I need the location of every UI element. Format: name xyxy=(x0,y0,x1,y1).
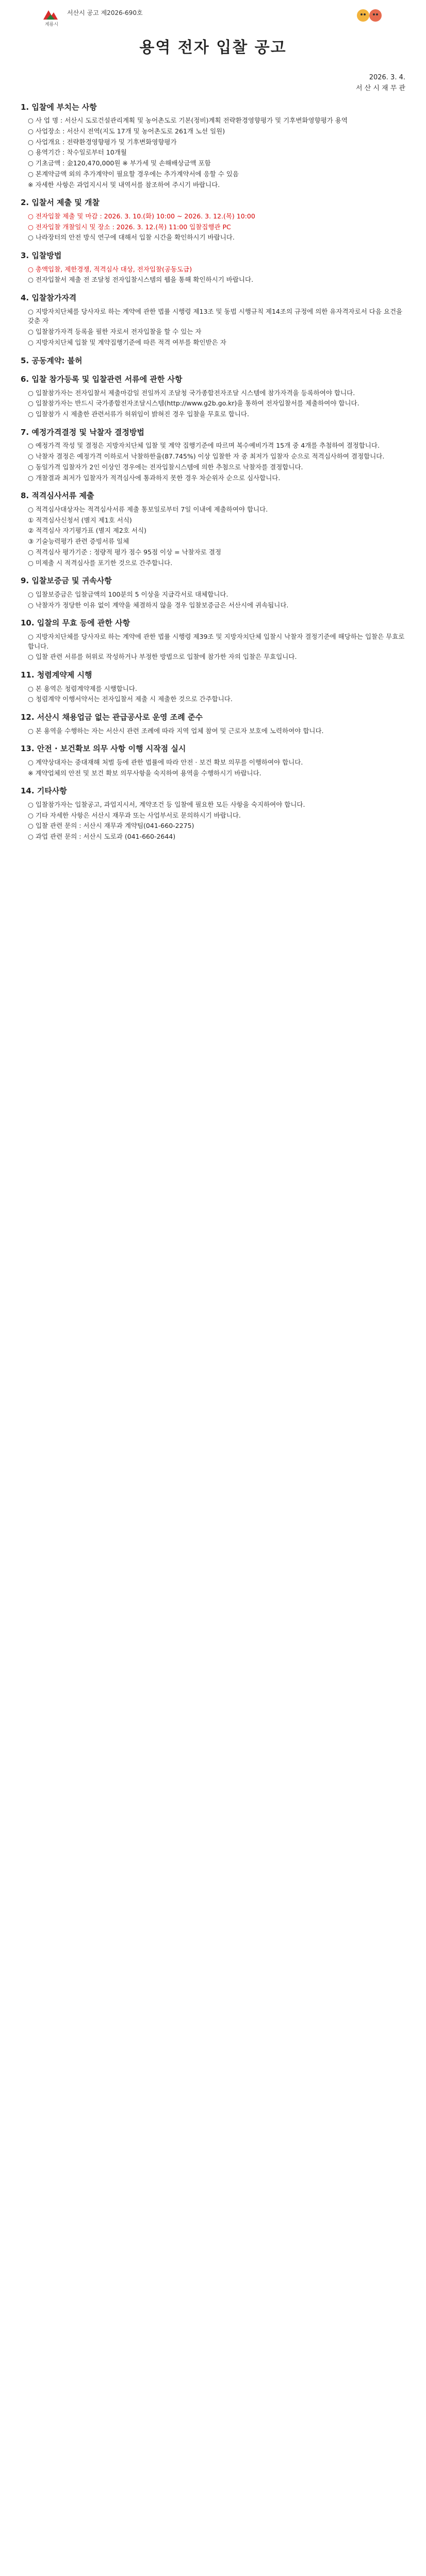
section-item: ○ 사 업 명 : 서산시 도로건설관리계획 및 농어촌도로 기본(정비)계획 전략환경영향평가 및 기후변화영향평가 용역 xyxy=(28,116,348,125)
section-item: ○ 전자입찰 개찰일시 및 장소 : 2026. 3. 12.(목) 11:00 입찰집행관 PC xyxy=(28,223,231,231)
section-items xyxy=(21,632,405,662)
section-title: 6. 입찰 참가등록 및 입찰관련 서류에 관한 사항 xyxy=(21,375,183,384)
section-item: ○ 사업개요 : 전략환경영향평가 및 기후변화영향평가 xyxy=(28,138,177,146)
notice-section xyxy=(21,490,405,568)
section-item: ○ 사업장소 : 서산시 전역(지도 17개 및 농어촌도로 261개 노선 일원) xyxy=(28,127,225,135)
section-title: 3. 입찰방법 xyxy=(21,251,62,261)
notice-section xyxy=(21,427,405,483)
section-title: 11. 청렴계약제 시행 xyxy=(21,670,92,680)
section-item: ② 적격심사 자기평가표 (별지 제2호 서식) xyxy=(28,527,146,535)
section-item: ○ 기타 자세한 사항은 서산시 재무과 또는 사업부서로 문의하시기 바랍니다. xyxy=(28,811,241,819)
section-items xyxy=(21,212,405,243)
notice-section xyxy=(21,355,405,367)
section-item: ○ 미제출 시 적격심사를 포기한 것으로 간주합니다. xyxy=(28,558,173,567)
page-title: 용역 전자 입찰 공고 xyxy=(139,39,287,57)
section-item: ○ 전자입찰서 제출 전 조달청 전자입찰시스템의 웹을 통해 확인하시기 바랍니다. xyxy=(28,276,254,284)
section-items xyxy=(21,307,405,348)
notice-section xyxy=(21,197,405,243)
section-item: ○ 적격심사대상자는 적격심사서류 제출 통보일로부터 7일 이내에 제출하여야 합니다. xyxy=(28,505,268,513)
city-logo-icon xyxy=(41,7,60,23)
section-title: 5. 공동계약: 불허 xyxy=(21,355,83,365)
section-items xyxy=(21,388,405,419)
section-item: ○ 지방자치단체를 당사자로 하는 계약에 관한 법률 시행령 제39조 및 지방자치단체 입찰시 낙찰자 결정기준에 해당하는 입찰은 무효로 합니다. xyxy=(28,632,405,650)
section-item: ○ 청렴계약 이행서약서는 전자입찰서 제출 시 제출한 것으로 간주합니다. xyxy=(28,695,233,703)
notice-section xyxy=(21,374,405,419)
section-item: ○ 입찰참가자는 입찰공고, 과업지시서, 계약조건 등 입찰에 필요한 모든 사항을 숙지하여야 합니다. xyxy=(28,800,305,808)
notice-section xyxy=(21,711,405,736)
logo-name: 계룡시 xyxy=(44,22,59,27)
section-items xyxy=(21,726,405,736)
section-item: ○ 입찰참가 시 제출한 관련서류가 허위임이 밝혀진 경우 입찰을 무효로 합니다. xyxy=(28,410,249,418)
section-item: ○ 낙찰자 결정은 예정가격 이하로서 낙찰하한율(87.745%) 이상 입찰한 자 중 최저가 입찰자 순으로 적격심사하여 결정합니다. xyxy=(28,452,385,461)
section-title: 8. 적격심사서류 제출 xyxy=(21,491,94,501)
section-item: ○ 본계약금액 외의 추가계약이 필요할 경우에는 추가계약서에 응할 수 있음 xyxy=(28,170,239,178)
notice-page xyxy=(0,0,426,858)
section-item: ○ 동일가격 입찰자가 2인 이상인 경우에는 전자입찰시스템에 의한 추첨으로 낙찰자를 결정합니다. xyxy=(28,463,303,471)
notice-section xyxy=(21,617,405,662)
section-title: 1. 입찰에 부치는 사항 xyxy=(21,102,97,112)
notice-section xyxy=(21,669,405,704)
notice-section xyxy=(21,575,405,610)
section-items xyxy=(21,684,405,705)
section-item: ○ 나라장터의 안전 방식 연구에 대해서 입찰 시간을 확인하시기 바랍니다. xyxy=(28,233,235,242)
notice-date: 2026. 3. 4. xyxy=(369,74,405,81)
section-title: 14. 기타사항 xyxy=(21,786,67,796)
section-item: ○ 입찰참가자는 반드시 국가종합전자조달시스템(http://www.g2b.go.kr)을 통하여 전자입찰서를 제출하여야 합니다. xyxy=(28,399,359,408)
notice-section xyxy=(21,250,405,285)
mascot-emblem-icon xyxy=(354,5,385,26)
section-item: ○ 지방자치단체를 당사자로 하는 계약에 관한 법률 시행령 제13조 및 동법 시행규칙 제14조의 규정에 의한 유자격자로서 다음 요건을 갖춘 자 xyxy=(28,307,403,325)
section-item: ※ 계약업체의 안전 및 보건 확보 의무사항을 숙지하여 용역을 수행하시기 바랍니다. xyxy=(28,769,261,777)
notice-section xyxy=(21,101,405,190)
notice-section xyxy=(21,785,405,842)
section-item: ※ 자세한 사항은 과업지시서 및 내역서를 참조하여 주시기 바랍니다. xyxy=(28,180,220,189)
section-title: 12. 서산시 채용업금 없는 관급공사로 운영 조례 준수 xyxy=(21,713,203,722)
section-item: ○ 전자입찰 제출 및 마감 : 2026. 3. 10.(화) 10:00 ~ 2026. 3. 12.(목) 10:00 xyxy=(28,212,255,220)
section-item: ○ 총액입찰, 제한경쟁, 적격심사 대상, 전자입찰(공동도급) xyxy=(28,265,192,273)
section-item: ○ 입찰 관련 문의 : 서산시 재무과 계약팀(041-660-2275) xyxy=(28,822,194,830)
section-item: ○ 입찰참가자는 전자입찰서 제출마감일 전일까지 조달청 국가종합전자조달 시스템에 참가자격을 등록하여야 합니다. xyxy=(28,388,355,397)
section-item: ○ 본 용역을 수행하는 자는 서산시 관련 조례에 따라 지역 업체 참여 및 근로자 보호에 노력하여야 합니다. xyxy=(28,726,324,735)
section-item: ○ 입찰참가자격 등록을 필한 자로서 전자입찰을 할 수 있는 자 xyxy=(28,328,202,336)
section-title: 9. 입찰보증금 및 귀속사항 xyxy=(21,576,112,586)
section-title: 2. 입찰서 제출 및 개찰 xyxy=(21,198,100,208)
section-item: ○ 예정가격 작성 및 결정은 지방자치단체 입찰 및 계약 집행기준에 따르며 복수예비가격 15개 중 4개를 추첨하여 결정합니다. xyxy=(28,442,380,450)
section-items xyxy=(21,758,405,778)
section-title: 7. 예정가격결정 및 낙찰자 결정방법 xyxy=(21,427,144,437)
section-item: ○ 과업 관련 문의 : 서산시 도로과 (041-660-2644) xyxy=(28,833,176,841)
section-items xyxy=(21,505,405,568)
section-items xyxy=(21,116,405,190)
section-item: ○ 용역기간 : 착수일로부터 10개월 xyxy=(28,148,127,157)
section-item: ○ 적격심사 평가기준 : 정량적 평가 점수 95점 이상 = 낙찰자로 결정 xyxy=(28,548,222,556)
section-items xyxy=(21,441,405,483)
section-item: ○ 본 용역은 청렴계약제를 시행합니다. xyxy=(28,684,137,692)
section-item: ○ 낙찰자가 정당한 이유 없이 계약을 체결하지 않을 경우 입찰보증금은 서산시에 귀속됩니다. xyxy=(28,601,289,609)
header-bar xyxy=(21,0,405,31)
section-item: ① 적격심사신청서 (별지 제1호 서식) xyxy=(28,516,132,524)
section-item: ③ 기술능력평가 관련 증빙서류 일체 xyxy=(28,537,129,546)
notice-sections xyxy=(21,101,405,842)
section-item: ○ 입찰보증금은 입찰금액의 100분의 5 이상을 지급각서로 대체합니다. xyxy=(28,590,228,598)
section-title: 13. 안전 · 보건확보 의무 사항 이행 시작점 실시 xyxy=(21,744,186,754)
section-item: ○ 개찰결과 최저가 입찰자가 적격심사에 통과하지 못한 경우 차순위자 순으로 심사합니다. xyxy=(28,473,281,482)
notice-meta xyxy=(21,73,405,94)
section-items xyxy=(21,590,405,611)
section-item: ○ 지방자치단체 입찰 및 계약집행기준에 따른 적격 여부를 확인받은 자 xyxy=(28,338,226,346)
section-item: ○ 계약상대자는 중대재해 처벌 등에 관한 법률에 따라 안전 · 보건 확보 의무를 이행하여야 합니다. xyxy=(28,758,303,766)
section-title: 10. 입찰의 무효 등에 관한 사항 xyxy=(21,618,130,628)
section-item: ○ 기초금액 : 金120,470,000원 ※ 부가세 및 손해배상금액 포함 xyxy=(28,159,211,167)
section-title: 4. 입찰참가자격 xyxy=(21,293,77,303)
section-items xyxy=(21,265,405,285)
notice-issuer: 서 산 시 재 무 관 xyxy=(355,84,405,92)
section-items xyxy=(21,800,405,842)
notice-number: 서산시 공고 제2026-690호 xyxy=(67,9,143,16)
notice-section xyxy=(21,743,405,778)
notice-section xyxy=(21,292,405,348)
section-item: ○ 입찰 관련 서류를 허위로 작성하거나 부정한 방법으로 입찰에 참가한 자의 입찰은 무효입니다. xyxy=(28,653,297,661)
